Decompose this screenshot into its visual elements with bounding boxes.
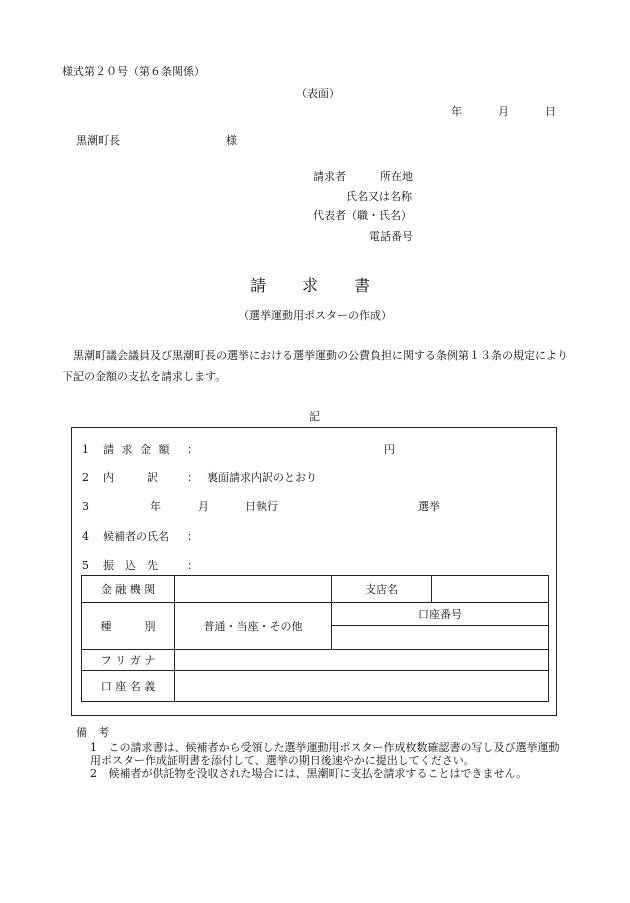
ki-label: 記 — [309, 410, 320, 423]
side-label: （表面） — [296, 87, 340, 100]
item-number: 2 — [82, 471, 89, 484]
item-candidate-name — [82, 530, 198, 543]
note-number: 1 — [90, 741, 97, 754]
item-number: 1 — [82, 443, 89, 456]
branch-name-cell[interactable] — [432, 576, 549, 603]
item-breakdown — [82, 471, 317, 484]
item-colon: ： — [187, 530, 198, 543]
document-title: 請 求 書 — [249, 276, 380, 295]
furigana-label: フ リ ガ ナ — [82, 650, 175, 671]
item-colon: ： — [187, 443, 198, 456]
item-transfer-destination — [82, 559, 198, 572]
addressee-name: 黒潮町長 — [76, 134, 120, 147]
election-day-label: 日執行 — [245, 500, 278, 513]
requester-address-label: 所在地 — [380, 170, 413, 183]
date-month-label: 月 — [498, 105, 509, 118]
account-type-options[interactable]: 普通・当座・その他 — [175, 603, 332, 650]
requester-name-label: 氏名又は名称 — [346, 190, 412, 203]
item-amount — [82, 443, 395, 456]
requester-label: 請求者 — [313, 170, 346, 183]
furigana-cell[interactable] — [175, 650, 549, 671]
request-statement: 黒潮町議会議員及び黒潮町長の選挙における選挙運動の公費負担に関する条例第１３条の規定により下記の金額の支払を請求します。 — [62, 349, 568, 383]
item-number: 4 — [82, 530, 89, 543]
election-label: 選挙 — [418, 500, 440, 513]
item-colon: ： — [187, 559, 198, 572]
date-day-label: 日 — [545, 105, 556, 118]
account-holder-cell[interactable] — [175, 671, 549, 702]
item-label: 内 訳 — [103, 471, 158, 484]
notes-heading: 備 考 — [76, 726, 109, 739]
note-2 — [90, 768, 527, 779]
account-number-cell[interactable] — [332, 626, 549, 650]
election-year-label: 年 — [150, 500, 161, 513]
amount-unit: 円 — [384, 443, 395, 456]
item-number: 5 — [82, 559, 89, 572]
note-text: 候補者が供託物を没収された場合には、黒潮町に支払を請求することはできません。 — [108, 767, 528, 780]
account-number-label: 口座番号 — [332, 603, 549, 626]
note-text: この請求書は、候補者から受領した選挙運動用ポスター作成枚数確認書の写し及び選挙運動用ポスター作成証明書を添付して、選挙の期日後速やかに提出してください。 — [90, 741, 560, 767]
item-colon: ： — [187, 471, 198, 484]
item-label: 候補者の氏名 — [103, 530, 169, 543]
bank-account-table — [81, 575, 549, 702]
election-month-label: 月 — [198, 500, 209, 513]
note-1 — [90, 741, 570, 767]
branch-name-label: 支店名 — [332, 576, 432, 603]
account-type-label: 種 別 — [82, 603, 175, 650]
addressee-honorific: 様 — [226, 134, 237, 147]
item-label: 請 求 金 額 — [103, 443, 172, 456]
breakdown-value: 裏面請求内訳のとおり — [207, 471, 317, 484]
note-number: 2 — [90, 767, 97, 780]
date-year-label: 年 — [451, 105, 462, 118]
requester-representative-label: 代表者（職・氏名） — [313, 209, 412, 222]
bank-name-label: 金 融 機 関 — [82, 576, 175, 603]
bank-name-cell[interactable] — [175, 576, 332, 603]
item-label: 振 込 先 — [103, 559, 158, 572]
form-number: 様式第２０号（第６条関係） — [62, 65, 205, 78]
document-subtitle: （選挙運動用ポスターの作成） — [238, 309, 392, 322]
account-holder-label: 口 座 名 義 — [82, 671, 175, 702]
item-number: 3 — [82, 500, 89, 513]
requester-phone-label: 電話番号 — [369, 230, 413, 243]
item-election-date — [82, 500, 440, 513]
